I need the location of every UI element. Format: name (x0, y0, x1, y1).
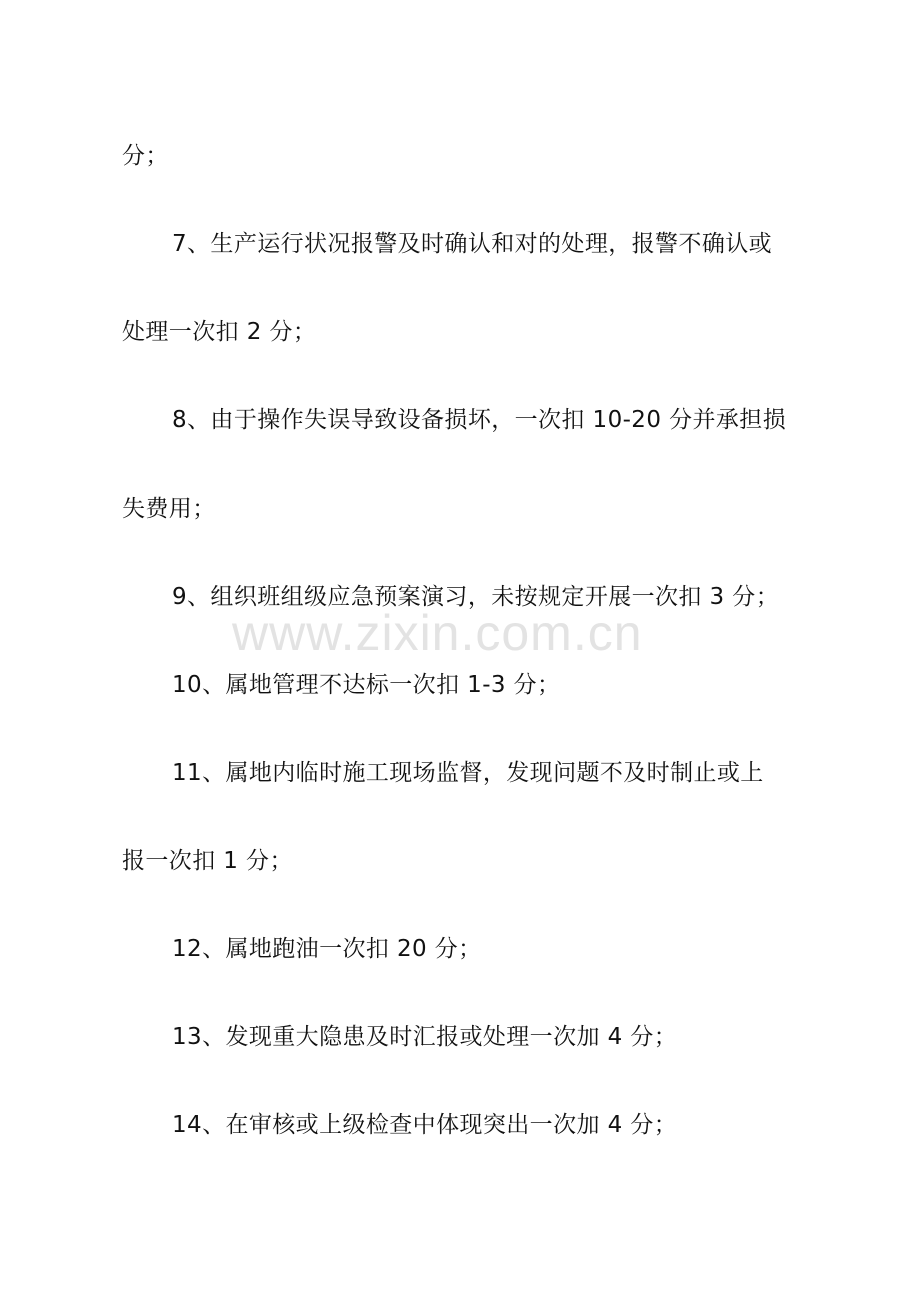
text-line: 失费用； (122, 496, 216, 522)
text-line: 分； (122, 143, 169, 169)
text-line: 报一次扣 1 分； (122, 848, 293, 874)
text-line: 处理一次扣 2 分； (122, 319, 317, 345)
list-item-10: 10、属地管理不达标一次扣 1-3 分； (172, 672, 561, 698)
watermark: www.zixin.com.cn (232, 605, 643, 661)
list-item-8: 8、由于操作失误导致设备损坏，一次扣 10-20 分并承担损 (172, 407, 787, 433)
list-item-9: 9、组织班组级应急预案演习，未按规定开展一次扣 3 分； (172, 584, 780, 610)
list-item-13: 13、发现重大隐患及时汇报或处理一次加 4 分； (172, 1024, 678, 1050)
list-item-14: 14、在审核或上级检查中体现突出一次加 4 分； (172, 1112, 678, 1138)
list-item-11: 11、属地内临时施工现场监督，发现问题不及时制止或上 (172, 760, 764, 786)
list-item-12: 12、属地跑油一次扣 20 分； (172, 936, 482, 962)
list-item-7: 7、生产运行状况报警及时确认和对的处理，报警不确认或 (172, 231, 773, 257)
